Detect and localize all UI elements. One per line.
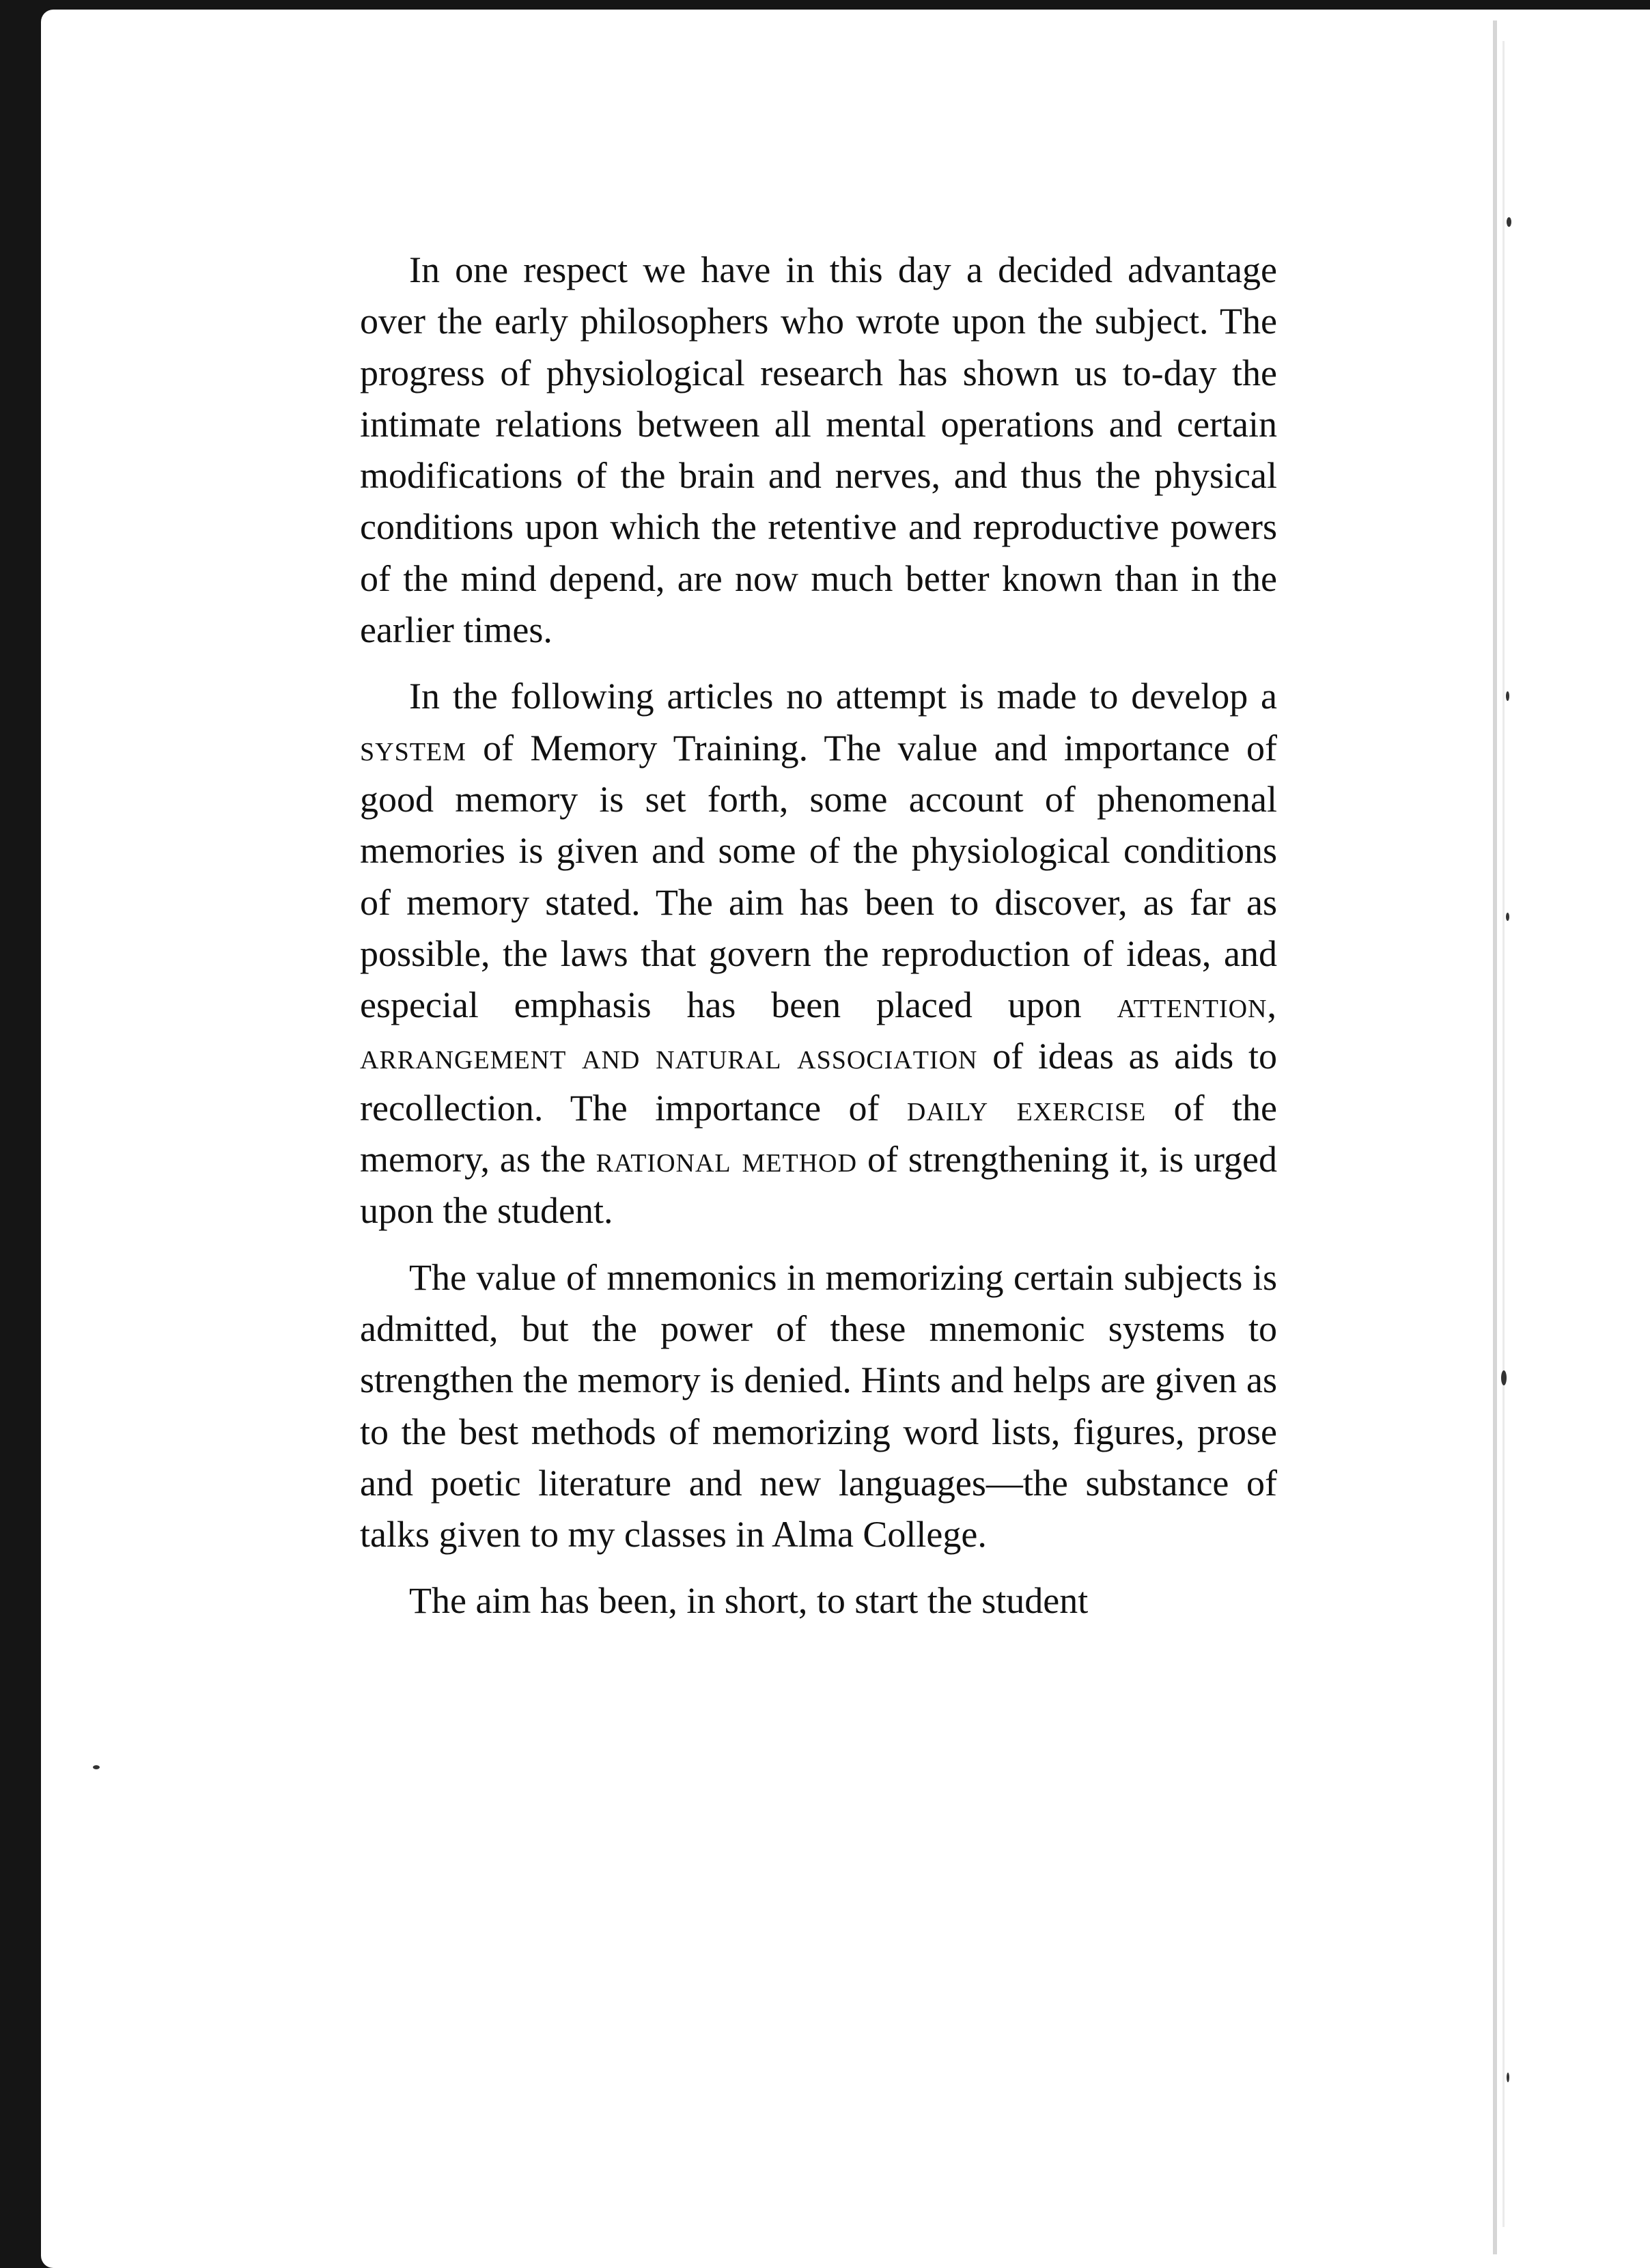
paragraph-text: of strengthening it, is urged upon the student. (360, 1139, 1278, 1232)
scan-speck (1506, 691, 1509, 701)
paragraph-text: of ideas as aids to recollection. The importance of (360, 1036, 1278, 1129)
paragraph-text: In the following articles no attempt is made to develop a (409, 676, 1277, 717)
paragraph-text: In one respect we have in this day a decided advantage over the early philosophers who wrote upon the subject. The progress of physiological research has shown us to-day the intimate relations between all mental operations and certain modifications of the brain and nerves, and thus the physical conditions upon which the retentive and reproductive powers of the mind depend, are now much better known than in the earlier times. (360, 249, 1277, 651)
scan-speck (1506, 913, 1509, 921)
scan-speck (1507, 217, 1511, 227)
scan-speck (1507, 2073, 1509, 2082)
scan-speck (1501, 1370, 1507, 1385)
small-caps-term: daily exercise (906, 1087, 1147, 1129)
small-caps-term: system (360, 727, 466, 769)
scan-speck (93, 1765, 100, 1769)
paragraph-text: The value of mnemonics in memorizing certain subjects is admitted, but the power of these mnemonic systems to strengthen the memory is denied. Hints and helps are given as to the best methods of memorizing word lists, figures, prose and poetic literature and new languages—the substance of talks given to my classes in Alma College. (360, 1256, 1277, 1555)
paragraph-text: The aim has been, in short, to start the student (409, 1580, 1089, 1622)
small-caps-term: attention, arrangement and natural association (360, 984, 1277, 1077)
page-edge-shadow (1493, 20, 1497, 2254)
small-caps-term: rational method (596, 1139, 858, 1180)
paragraph-mnemonics (360, 1252, 1277, 1561)
page-edge-shadow-secondary (1502, 41, 1505, 2227)
paragraph-text: of the memory, as the (360, 1087, 1277, 1180)
body-text (360, 245, 1277, 1627)
paragraph-purpose (360, 671, 1277, 1236)
paragraph-text: of Memory Training. The value and importance of good memory is set forth, some account of phenomenal memories is given and some of the physiological conditions of memory stated. The aim has been to discover, as far as possible, the laws that govern the reproduction of ideas, and especial emphasis has been placed upon (360, 727, 1277, 1026)
paragraph-physiology (360, 245, 1277, 656)
paragraph-aim (360, 1575, 1277, 1627)
